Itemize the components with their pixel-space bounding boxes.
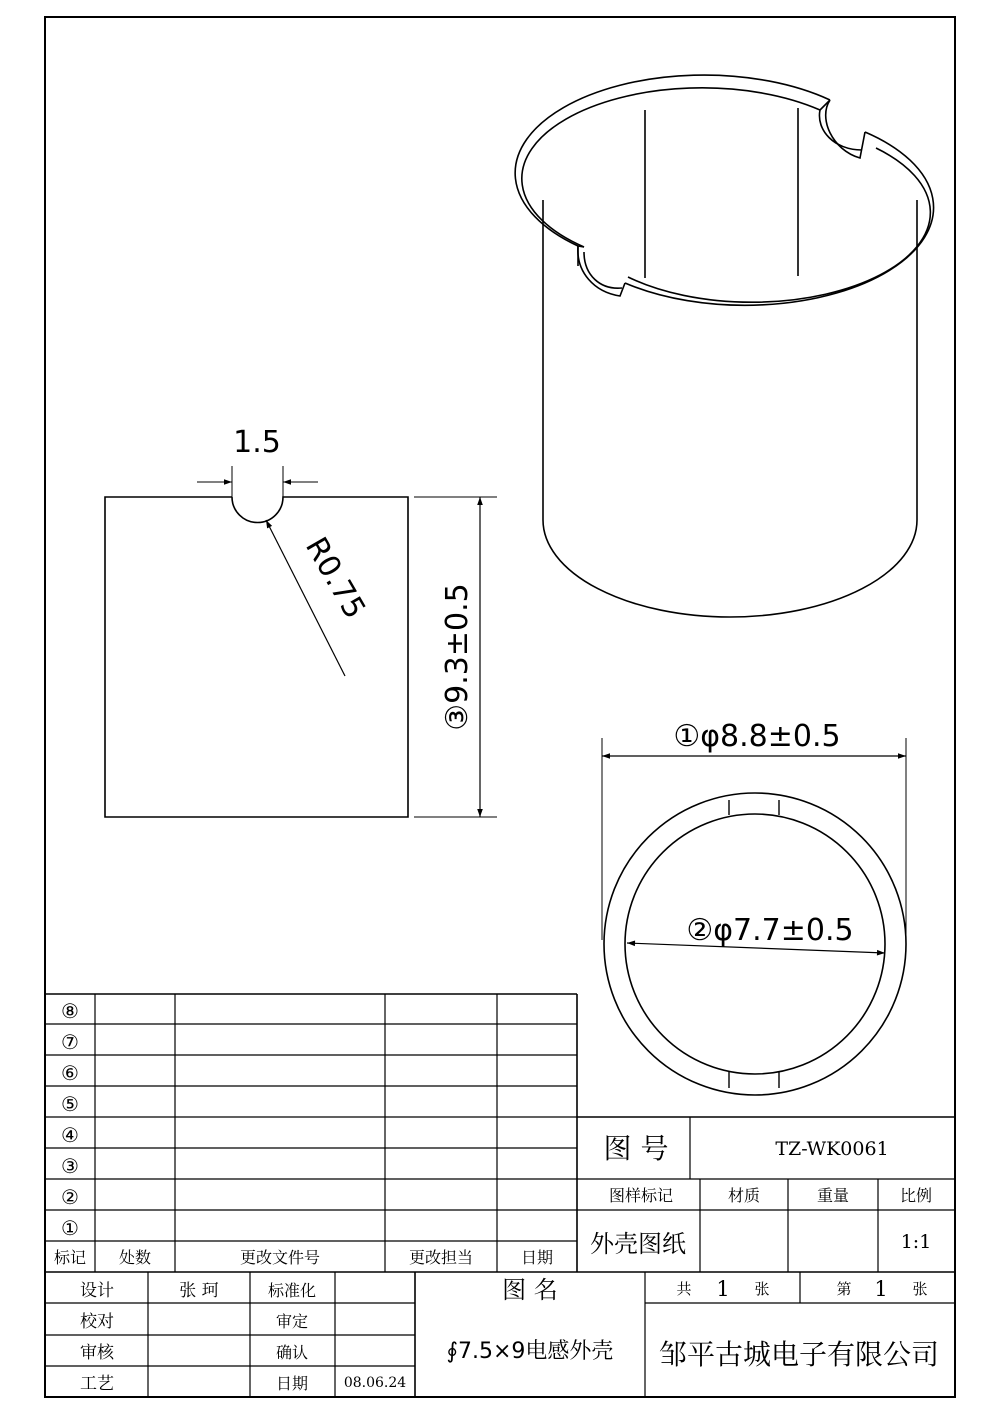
weight-label: 重量	[816, 1186, 850, 1205]
header-count: 处数	[118, 1248, 152, 1267]
scale-label: 比例	[899, 1186, 933, 1205]
header-change-owner: 更改担当	[408, 1248, 474, 1267]
material-label: 材质	[727, 1186, 761, 1205]
total-count: 1	[716, 1277, 730, 1301]
sheet-no: 1	[874, 1277, 888, 1301]
part-name: ∮7.5×9电感外壳	[446, 1339, 614, 1364]
header-change-doc: 更改文件号	[239, 1248, 321, 1267]
process-label: 工艺	[80, 1374, 114, 1394]
standard-label: 标准化	[267, 1281, 317, 1300]
sample-mark-label: 图样标记	[608, 1186, 674, 1205]
date-value: 08.06.24	[343, 1375, 407, 1391]
row-mark: ③	[61, 1154, 79, 1178]
drawing-no-label: 图 号	[603, 1132, 669, 1165]
check-label: 校对	[80, 1312, 114, 1332]
name-label: 图 名	[502, 1276, 558, 1304]
revision-row-marks	[61, 999, 79, 1240]
row-mark: ①	[61, 1216, 79, 1240]
notch-width-dim: 1.5	[233, 425, 281, 460]
front-view	[105, 466, 497, 817]
row-mark: ④	[61, 1123, 79, 1147]
height-dim: ③9.3±0.5	[440, 583, 475, 731]
revision-headers	[54, 1248, 553, 1267]
drawing-no: TZ-WK0061	[775, 1138, 889, 1160]
company-name: 邹平古城电子有限公司	[658, 1338, 940, 1371]
inner-diameter-dim: ②φ7.7±0.5	[686, 913, 854, 948]
row-mark: ⑥	[61, 1061, 79, 1085]
header-mark: 标记	[53, 1248, 87, 1267]
design-label: 设计	[80, 1281, 114, 1301]
designer: 张 珂	[179, 1281, 219, 1301]
row-mark: ⑦	[61, 1030, 79, 1054]
review-label: 审定	[275, 1312, 309, 1331]
notch-radius-dim: R0.75	[298, 531, 373, 625]
sample-mark: 外壳图纸	[590, 1230, 686, 1258]
isometric-view	[515, 75, 933, 617]
total-label-b: 张	[754, 1280, 770, 1298]
outer-diameter-dim: ①φ8.8±0.5	[673, 719, 841, 754]
row-mark: ⑤	[61, 1092, 79, 1116]
sheet-label-a: 第	[836, 1280, 852, 1298]
sheet-label-b: 张	[912, 1280, 928, 1298]
confirm-label: 确认	[275, 1343, 309, 1362]
date-label: 日期	[275, 1374, 309, 1393]
row-mark: ⑧	[61, 999, 79, 1023]
total-label-a: 共	[676, 1280, 692, 1298]
row-mark: ②	[61, 1185, 79, 1209]
header-date: 日期	[520, 1248, 554, 1267]
revision-table	[45, 994, 955, 1272]
scale-value: 1:1	[900, 1231, 932, 1253]
audit-label: 审核	[80, 1343, 114, 1363]
